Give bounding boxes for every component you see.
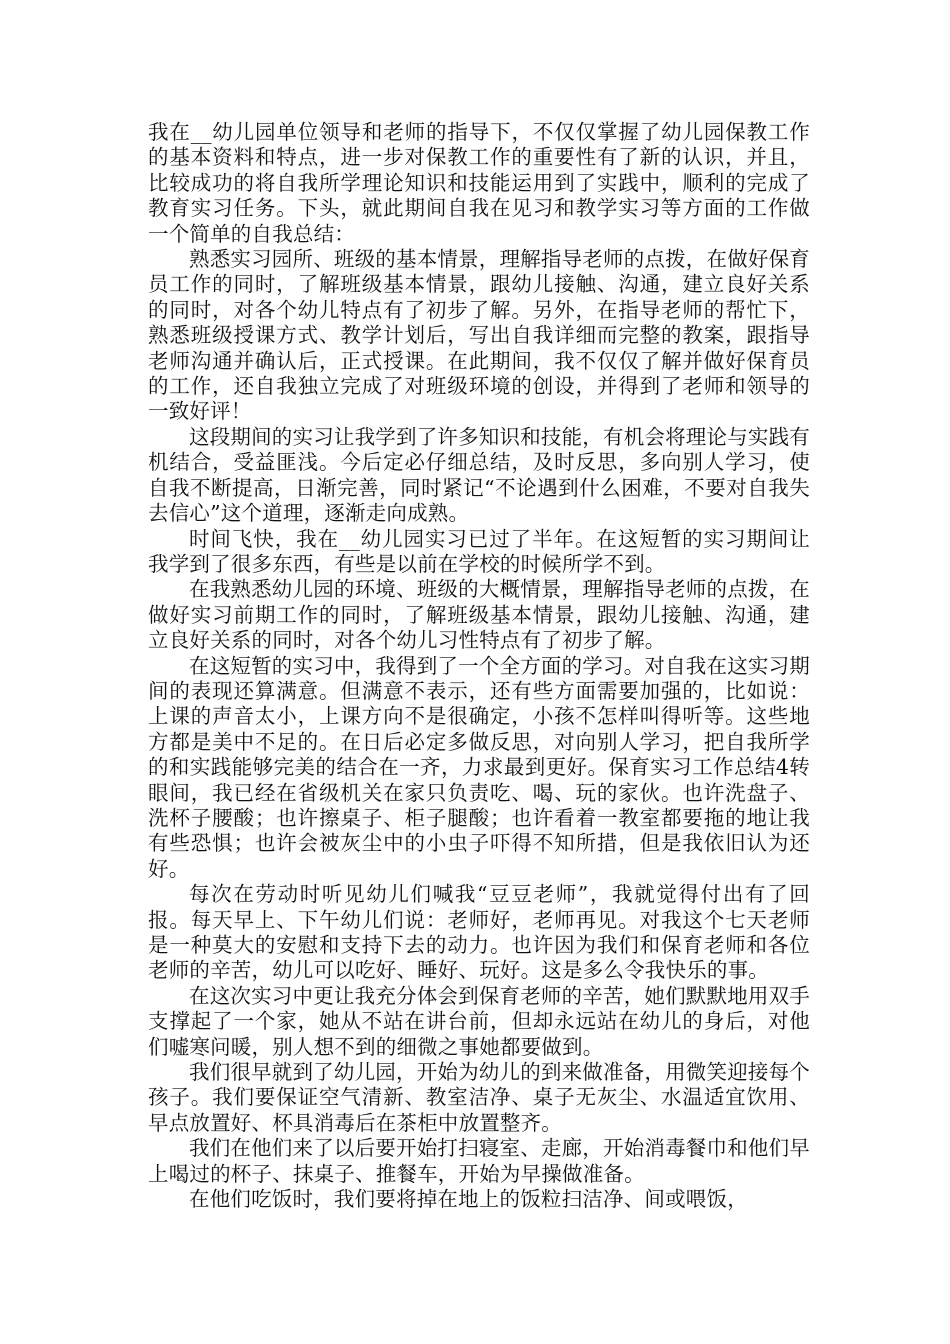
paragraph-morning-prep: 我们很早就到了幼儿园，开始为幼儿的到来做准备，用微笑迎接每个孩子。我们要保证空气清新、教室洁净、桌子无灰尘、水温适宜饮用、早点放置好、杯具消毒后在茶柜中放置整齐。	[148, 1060, 810, 1135]
document-page	[148, 120, 810, 1212]
paragraph-learning: 这段期间的实习让我学到了许多知识和技能，有机会将理论与实践有机结合，受益匪浅。今后定必仔细总结，及时反思，多向别人学习，使自我不断提高，日渐完善，同时紧记“不论遇到什么困难，不要对自我失去信心”这个道理，逐渐走向成熟。	[148, 424, 810, 526]
paragraph-environment: 在我熟悉幼儿园的环境、班级的大概情景，理解指导老师的点拨，在做好实习前期工作的同时，了解班级基本情景，跟幼儿接触、沟通，建立良好关系的同时，对各个幼儿习性特点有了初步了解。	[148, 577, 810, 653]
paragraph-intro: 我在__幼儿园单位领导和老师的指导下，不仅仅掌握了幼儿园保教工作的基本资料和特点，进一步对保教工作的重要性有了新的认识，并且，比较成功的将自我所学理论知识和技能运用到了实践中，顺利的完成了教育实习任务。下头，就此期间自我在见习和教学实习等方面的工作做一个简单的自我总结：	[148, 120, 810, 246]
paragraph-familiarize: 熟悉实习园所、班级的基本情景，理解指导老师的点拨，在做好保育员工作的同时，了解班级基本情景，跟幼儿接触、沟通，建立良好关系的同时，对各个幼儿特点有了初步了解。另外，在指导老师的帮忙下，熟悉班级授课方式、教学计划后，写出自我详细而完整的教案，跟指导老师沟通并确认后，正式授课。在此期间，我不仅仅了解并做好保育员的工作，还自我独立完成了对班级环境的创设，并得到了老师和领导的一致好评！	[148, 247, 810, 424]
paragraph-mealtime: 在他们吃饭时，我们要将掉在地上的饭粒扫洁净、间或喂饭，	[189, 1187, 748, 1212]
paragraph-cleaning: 我们在他们来了以后要开始打扫寝室、走廊，开始消毒餐巾和他们早上喝过的杯子、抹桌子、推餐车，开始为早操做准备。	[148, 1136, 810, 1186]
paragraph-doudou-teacher: 每次在劳动时听见幼儿们喊我“豆豆老师”，我就觉得付出有了回报。每天早上、下午幼儿们说：老师好，老师再见。对我这个七天老师是一种莫大的安慰和支持下去的动力。也许因为我们和保育老师和各位老师的辛苦，幼儿可以吃好、睡好、玩好。这是多么令我快乐的事。	[148, 882, 810, 983]
paragraph-time-flies: 时间飞快，我在__幼儿园实习已过了半年。在这短暂的实习期间让我学到了很多东西，有些是以前在学校的时候所学不到。	[148, 526, 810, 576]
paragraph-nursery-teachers: 在这次实习中更让我充分体会到保育老师的辛苦，她们默默地用双手支撑起了一个家，她从不站在讲台前，但却永远站在幼儿的身后，对他们嘘寒问暖，别人想不到的细微之事她都要做到。	[148, 983, 810, 1059]
paragraph-short-internship: 在这短暂的实习中，我得到了一个全方面的学习。对自我在这实习期间的表现还算满意。但满意不表示，还有些方面需要加强的，比如说：上课的声音太小，上课方向不是很确定，小孩不怎样叫得听等。这些地方都是美中不足的。在日后必定多做反思，对向别人学习，把自我所学的和实践能够完美的结合在一齐，力求最到更好。保育实习工作总结4转眼间，我已经在省级机关在家只负责吃、喝、玩的家伙。也许洗盘子、洗杯子腰酸；也许擦桌子、柜子腿酸；也许看着一教室都要拖的地让我有些恐惧；也许会被灰尘中的小虫子吓得不知所措，但是我依旧认为还好。	[148, 653, 810, 881]
